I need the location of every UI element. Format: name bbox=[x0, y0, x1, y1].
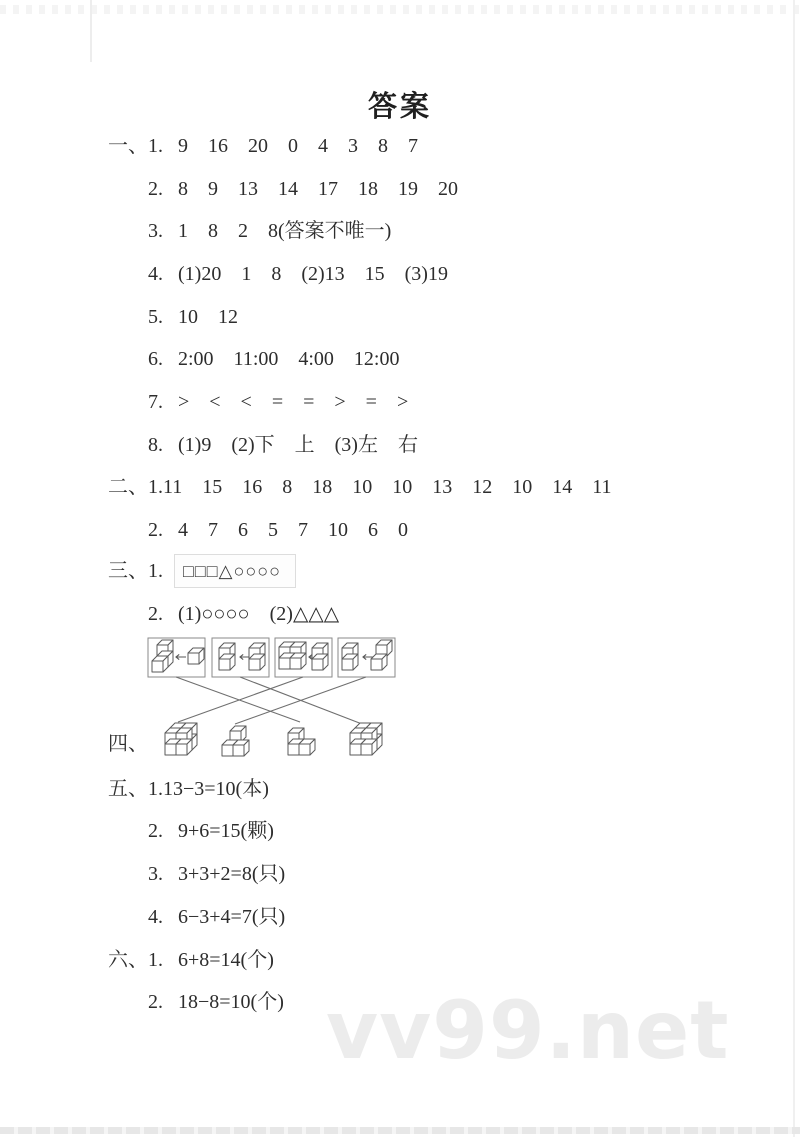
answer-row bbox=[108, 819, 274, 843]
section-label: 六、 bbox=[108, 949, 148, 971]
cube-shape-step2 bbox=[371, 640, 392, 670]
item-number: 2. bbox=[148, 519, 163, 541]
cube-shape-col2 bbox=[312, 643, 328, 670]
answer-row bbox=[108, 134, 418, 158]
cube-shape-l3 bbox=[152, 640, 173, 672]
answer-row bbox=[108, 219, 391, 243]
cube-cluster-2 bbox=[222, 726, 249, 756]
answer-row bbox=[108, 433, 418, 457]
item-value: 6−3+4=7(只) bbox=[178, 906, 286, 928]
item-value: 18−8=10(个) bbox=[178, 991, 284, 1013]
answer-row bbox=[108, 990, 284, 1014]
section-label: 五、 bbox=[108, 778, 148, 800]
item-value: 8 9 13 14 17 18 19 20 bbox=[178, 178, 458, 200]
section-label: 二、 bbox=[108, 476, 148, 498]
match-line-3-1 bbox=[178, 677, 303, 722]
scan-perforation-top bbox=[0, 5, 800, 14]
cube-shape-col2 bbox=[249, 643, 265, 670]
cube-cluster-1 bbox=[165, 723, 197, 755]
section-label: 三、 bbox=[108, 560, 148, 582]
answer-row bbox=[108, 518, 408, 542]
answer-row bbox=[108, 177, 458, 201]
answer-row bbox=[108, 905, 285, 929]
cube-matching-figure bbox=[0, 628, 460, 778]
item-number: 2. bbox=[148, 991, 163, 1013]
cube-cluster-3 bbox=[288, 728, 315, 755]
item-number: 3. bbox=[148, 863, 163, 885]
page-title: 答案 bbox=[367, 91, 432, 123]
section-label: 四、 bbox=[108, 733, 148, 755]
left-arrow-icon bbox=[176, 654, 186, 659]
cube-shape-col2 bbox=[342, 643, 358, 670]
item-number: 2. bbox=[148, 603, 163, 625]
item-value: 1.11 15 16 8 18 10 10 13 12 10 14 11 bbox=[148, 476, 612, 498]
item-value: > < < = = > = > bbox=[178, 391, 409, 413]
item-number: 5. bbox=[148, 306, 163, 328]
answer-row bbox=[108, 862, 285, 886]
scan-perforation-bottom bbox=[0, 1127, 800, 1134]
answer-row bbox=[108, 390, 408, 414]
item-number: 4. bbox=[148, 906, 163, 928]
item-number: 2. bbox=[148, 178, 163, 200]
scan-edge-left bbox=[90, 0, 92, 62]
item-number: 2. bbox=[148, 820, 163, 842]
item-value: 3+3+2=8(只) bbox=[178, 863, 286, 885]
item-value: 1.13−3=10(本) bbox=[148, 778, 269, 800]
answer-row bbox=[108, 262, 448, 286]
answer-row bbox=[108, 475, 612, 499]
cube-cluster-4 bbox=[350, 723, 382, 755]
item-value: 9 16 20 0 4 3 8 7 bbox=[178, 135, 418, 157]
answer-row bbox=[108, 777, 269, 801]
item-number: 6. bbox=[148, 348, 163, 370]
matching-lines bbox=[176, 677, 366, 724]
answer-row bbox=[108, 347, 399, 371]
item-value: 9+6=15(颗) bbox=[178, 820, 274, 842]
match-line-1-3 bbox=[176, 677, 300, 722]
match-line-4-2 bbox=[235, 677, 366, 724]
watermark: vv99.net bbox=[326, 984, 730, 1077]
item-number: 1. bbox=[148, 135, 163, 157]
cube-shape-block4 bbox=[279, 642, 306, 669]
answer-row bbox=[108, 305, 238, 329]
cube-shape-col2 bbox=[219, 643, 235, 670]
cube-shape-single bbox=[188, 648, 204, 664]
answer-row bbox=[108, 602, 339, 626]
answer-row bbox=[108, 554, 296, 588]
item-number: 1. bbox=[148, 560, 163, 582]
item-value: 4 7 6 5 7 10 6 0 bbox=[178, 519, 408, 541]
item-number: 8. bbox=[148, 434, 163, 456]
item-number: 7. bbox=[148, 391, 163, 413]
item-value: 6+8=14(个) bbox=[178, 949, 274, 971]
item-number: 1. bbox=[148, 949, 163, 971]
item-value: 2:00 11:00 4:00 12:00 bbox=[178, 348, 400, 370]
item-value: (1)20 1 8 (2)13 15 (3)19 bbox=[178, 263, 448, 285]
scan-edge-right bbox=[793, 0, 795, 1137]
item-value: 10 12 bbox=[178, 306, 238, 328]
item-value: (1)○○○○ (2)△△△ bbox=[178, 603, 340, 625]
section-label: 一、 bbox=[108, 135, 148, 157]
shape-sequence-box: □□□△○○○○ bbox=[174, 554, 296, 588]
item-number: 3. bbox=[148, 220, 163, 242]
item-value: (1)9 (2)下 上 (3)左 右 bbox=[178, 434, 418, 456]
item-value: 1 8 2 8(答案不唯一) bbox=[178, 220, 392, 242]
answer-row bbox=[108, 948, 274, 972]
item-number: 4. bbox=[148, 263, 163, 285]
